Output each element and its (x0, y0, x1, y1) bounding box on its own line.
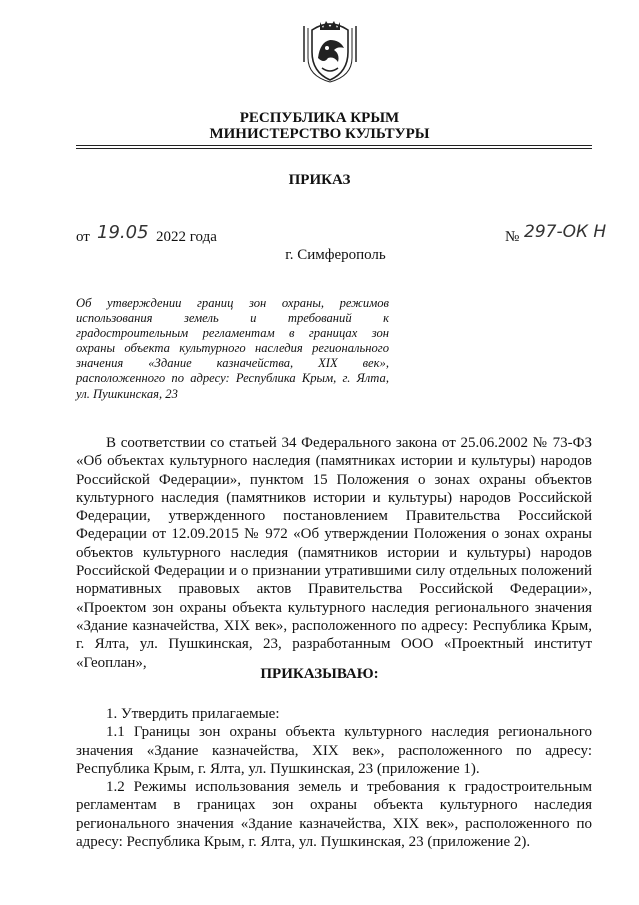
preamble-line: «Здание казначейства, XIX век», расположенного по адресу: Республика Крым, (76, 617, 592, 634)
subject-line: использования земель и требований к (76, 311, 389, 326)
order-line: 1. Утвердить прилагаемые: (106, 706, 280, 722)
order-line: адресу: Республика Крым, г. Ялта, ул. Пушкинская, 23 (приложение 2). (76, 834, 531, 851)
org-name-line2: МИНИСТЕРСТВО КУЛЬТУРЫ (209, 126, 430, 142)
preamble-line: культурного наследия (памятников истории и культуры) народов Российской (76, 489, 592, 506)
handwritten-number: 297-ОК Н (524, 222, 607, 242)
crimea-coat-of-arms-icon (300, 18, 360, 84)
header-divider (76, 145, 592, 146)
date-prefix: от (76, 229, 90, 245)
preamble-line: Российской Федерации и о признании утратившими силу отдельных положений (76, 563, 592, 580)
subject-line: расположенного по адресу: Республика Крым, г. Ялта, (76, 371, 389, 386)
order-line: регламентам в границах зон охраны объекта культурного наследия (76, 797, 592, 814)
subject-line: ул. Пушкинская, 23 (76, 386, 178, 401)
preamble-paragraph (76, 434, 592, 672)
subject-block (76, 296, 389, 402)
date-year: 2022 года (156, 229, 217, 245)
preamble-line: В соответствии со статьей 34 Федерального закона от 25.06.2002 № 73-ФЗ (106, 435, 592, 451)
number-prefix: № (505, 229, 520, 245)
order-line: 1.2 Режимы использования земель и требования к градостроительным (106, 779, 592, 796)
subject-line: охраны объекта культурного наследия регионального (76, 341, 389, 356)
order-line: Республика Крым, г. Ялта, ул. Пушкинская, 23 (приложение 1). (76, 760, 480, 777)
preamble-line: Российской Федерации», пунктом 15 Положения о зонах охраны объектов (76, 471, 592, 488)
document-type: ПРИКАЗ (288, 172, 351, 188)
preamble-line: «Геоплан», (76, 654, 147, 671)
preamble-line: «Об объектах культурного наследия (памятниках истории и культуры) народов (76, 453, 592, 470)
subject-line: значения «Здание казначейства, XIX век», (76, 356, 389, 371)
city: г. Симферополь (285, 247, 386, 263)
preamble-line: нормативных правовых актов Правительства Российской Федерации», (76, 581, 592, 598)
preamble-line: г. Ялта, ул. Пушкинская, 23, разработанным ООО «Проектный институт (76, 636, 592, 653)
org-name-line1: РЕСПУБЛИКА КРЫМ (239, 110, 400, 126)
handwritten-date: 19.05 (97, 222, 149, 243)
order-line: значения «Здание казначейства, XIX век», расположенного по адресу: (76, 742, 592, 759)
subject-line: градостроительным регламентам в границах зон (76, 326, 389, 341)
order-line: регионального значения «Здание казначейства, XIX век», расположенного по (76, 815, 592, 832)
header-divider (76, 148, 592, 149)
preamble-line: объектов культурного наследия (памятников истории и культуры) народов (76, 544, 592, 561)
subject-line: Об утверждении границ зон охраны, режимов (76, 296, 389, 310)
order-heading: ПРИКАЗЫВАЮ: (260, 666, 379, 682)
order-items (76, 705, 592, 851)
preamble-line: «Проектом зон охраны объекта культурного наследия регионального значения (76, 599, 592, 616)
order-line: 1.1 Границы зон охраны объекта культурного наследия регионального (106, 724, 592, 741)
preamble-line: Федерации от 12.09.2015 № 972 «Об утверждении Положения о зонах охраны (76, 526, 592, 543)
preamble-line: Федерации, утвержденного постановлением Правительства Российской (76, 508, 592, 525)
